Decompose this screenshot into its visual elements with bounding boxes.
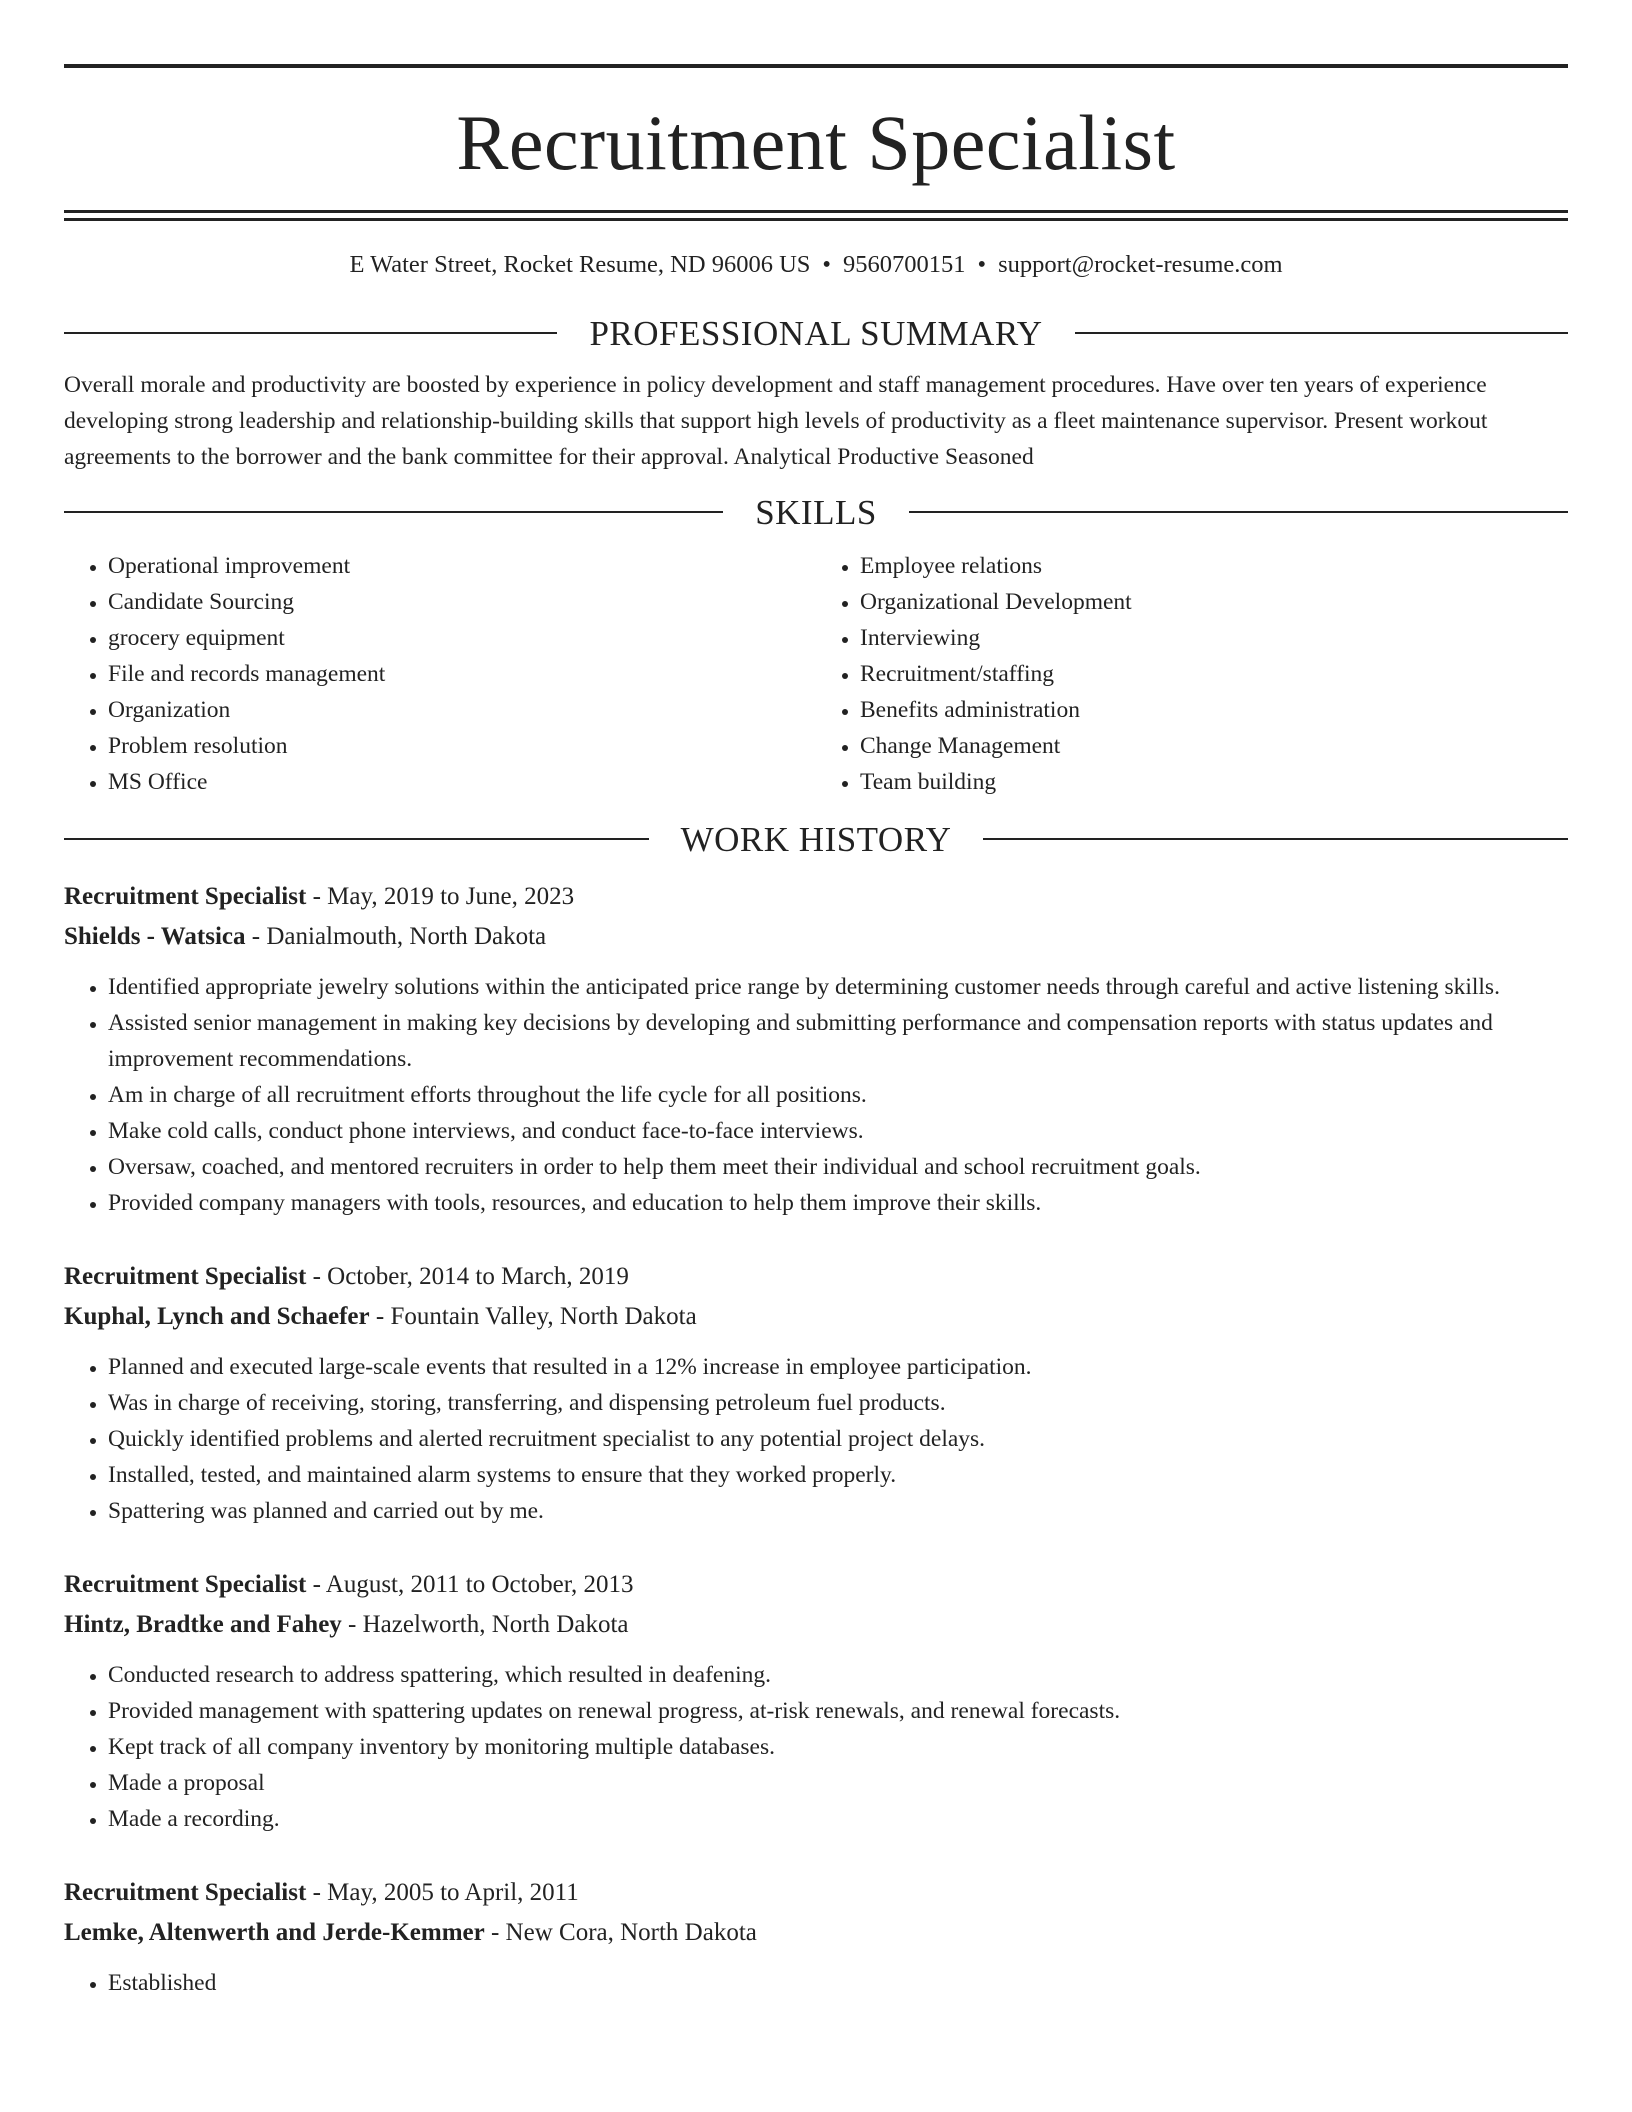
job-company-line [64,1297,1568,1337]
job-company: Lemke, Altenwerth and Jerde-Kemmer [64,1918,485,1946]
job-bullets [64,969,1568,1221]
job-company-line [64,1605,1568,1645]
contact-separator: • [977,251,987,278]
skill-item: • Organization [108,692,816,728]
skill-item: • Candidate Sourcing [108,584,816,620]
job-location: - Danialmouth, North Dakota [245,922,547,950]
job-bullet: • Made a proposal [108,1765,1568,1801]
job-title: Recruitment Specialist [64,1262,307,1290]
skill-item: • Operational improvement [108,548,816,584]
skill-item: • Team building [860,764,1568,800]
job-bullets [64,1965,1568,2001]
heading-rule-left [64,838,649,840]
skill-item: • File and records management [108,656,816,692]
job-title-line [64,1565,1568,1605]
job-bullet: • Am in charge of all recruitment efforts throughout the life cycle for all positions. [108,1077,1568,1113]
skill-item: • grocery equipment [108,620,816,656]
job-title: Recruitment Specialist [64,1878,307,1906]
job-company-line [64,917,1568,957]
skills-list [64,548,1568,800]
contact-separator: • [822,251,831,278]
job-bullet: • Provided company managers with tools, resources, and education to help them improve their skills. [108,1185,1568,1221]
job-bullet: • Provided management with spattering updates on renewal progress, at-risk renewals, and renewal forecasts. [108,1693,1568,1729]
job-dates: - May, 2005 to April, 2011 [306,1878,579,1906]
job-bullet: • Made a recording. [108,1801,1568,1837]
contact-phone: 9560700151 [842,251,966,278]
skills-column-left [64,548,816,800]
summary-heading [64,313,1568,353]
job-bullet: • Oversaw, coached, and mentored recruiters in order to help them meet their individual and school recruitment goals. [108,1149,1568,1185]
job-title-line [64,1873,1568,1913]
job-company-line [64,1913,1568,1953]
heading-rule-left [64,332,557,334]
skill-item: • MS Office [108,764,816,800]
top-rule [64,64,1568,68]
work-title: WORK HISTORY [680,819,952,859]
job-company: Shields - Watsica [64,922,246,950]
job-entry [64,1257,1568,1529]
summary-text: Overall morale and productivity are boosted by experience in policy development and staff management procedures. Have over ten years of experience developing strong leadership and relationship-building skills that support high levels of productivity as a fleet maintenance supervisor. Present workout agreements to the borrower and the bank committee for their approval. Analytical Productive Seasoned [64,371,1488,470]
double-rule [64,210,1568,221]
skill-item: • Recruitment/staffing [860,656,1568,692]
job-bullet: • Make cold calls, conduct phone interviews, and conduct face-to-face interviews. [108,1113,1568,1149]
job-title: Recruitment Specialist [64,1570,307,1598]
skill-item: • Change Management [860,728,1568,764]
work-heading [64,819,1568,859]
job-bullet: • Kept track of all company inventory by monitoring multiple databases. [108,1729,1568,1765]
job-bullet: • Identified appropriate jewelry solutions within the anticipated price range by determining customer needs through careful and active listening skills. [108,969,1568,1005]
job-title-line [64,877,1568,917]
job-bullets [64,1349,1568,1529]
job-entry [64,1565,1568,1837]
job-location: - New Cora, North Dakota [484,1918,757,1946]
job-location: - Fountain Valley, North Dakota [369,1302,697,1330]
skill-item: • Problem resolution [108,728,816,764]
summary-title: PROFESSIONAL SUMMARY [589,313,1043,353]
job-bullet: • Quickly identified problems and alerted recruitment specialist to any potential project delays. [108,1421,1568,1457]
job-bullet: • Established [108,1965,1568,2001]
job-bullet: • Conducted research to address spattering, which resulted in deafening. [108,1657,1568,1693]
skill-item: • Benefits administration [860,692,1568,728]
job-entry [64,1873,1568,2001]
contact-line [64,253,1568,278]
job-entry [64,877,1568,1221]
heading-rule-right [909,511,1568,513]
skill-item: • Employee relations [860,548,1568,584]
contact-email: support@rocket-resume.com [998,251,1283,278]
job-title: Recruitment Specialist [64,882,307,910]
job-company: Hintz, Bradtke and Fahey [64,1610,342,1638]
heading-rule-left [64,511,723,513]
job-bullets [64,1657,1568,1837]
job-bullet: • Installed, tested, and maintained alarm systems to ensure that they worked properly. [108,1457,1568,1493]
contact-address: E Water Street, Rocket Resume, ND 96006 US [349,251,811,278]
job-bullet: • Was in charge of receiving, storing, transferring, and dispensing petroleum fuel products. [108,1385,1568,1421]
heading-rule-right [983,838,1568,840]
heading-rule-right [1075,332,1568,334]
resume-name: Recruitment Specialist [456,99,1176,186]
skill-item: • Interviewing [860,620,1568,656]
job-company: Kuphal, Lynch and Schaefer [64,1302,370,1330]
job-dates: - October, 2014 to March, 2019 [306,1262,629,1290]
work-history-list [64,877,1568,2001]
skills-heading [64,492,1568,532]
skill-item: • Organizational Development [860,584,1568,620]
resume-page [64,64,1568,2001]
job-bullet: • Planned and executed large-scale events that resulted in a 12% increase in employee participation. [108,1349,1568,1385]
job-dates: - May, 2019 to June, 2023 [306,882,575,910]
skills-column-right [816,548,1568,800]
skills-title: SKILLS [755,492,877,532]
job-bullet: • Assisted senior management in making key decisions by developing and submitting performance and compensation reports with status updates and improvement recommendations. [108,1005,1568,1077]
job-bullet: • Spattering was planned and carried out by me. [108,1493,1568,1529]
job-title-line [64,1257,1568,1297]
job-location: - Hazelworth, North Dakota [341,1610,629,1638]
job-dates: - August, 2011 to October, 2013 [306,1570,634,1598]
